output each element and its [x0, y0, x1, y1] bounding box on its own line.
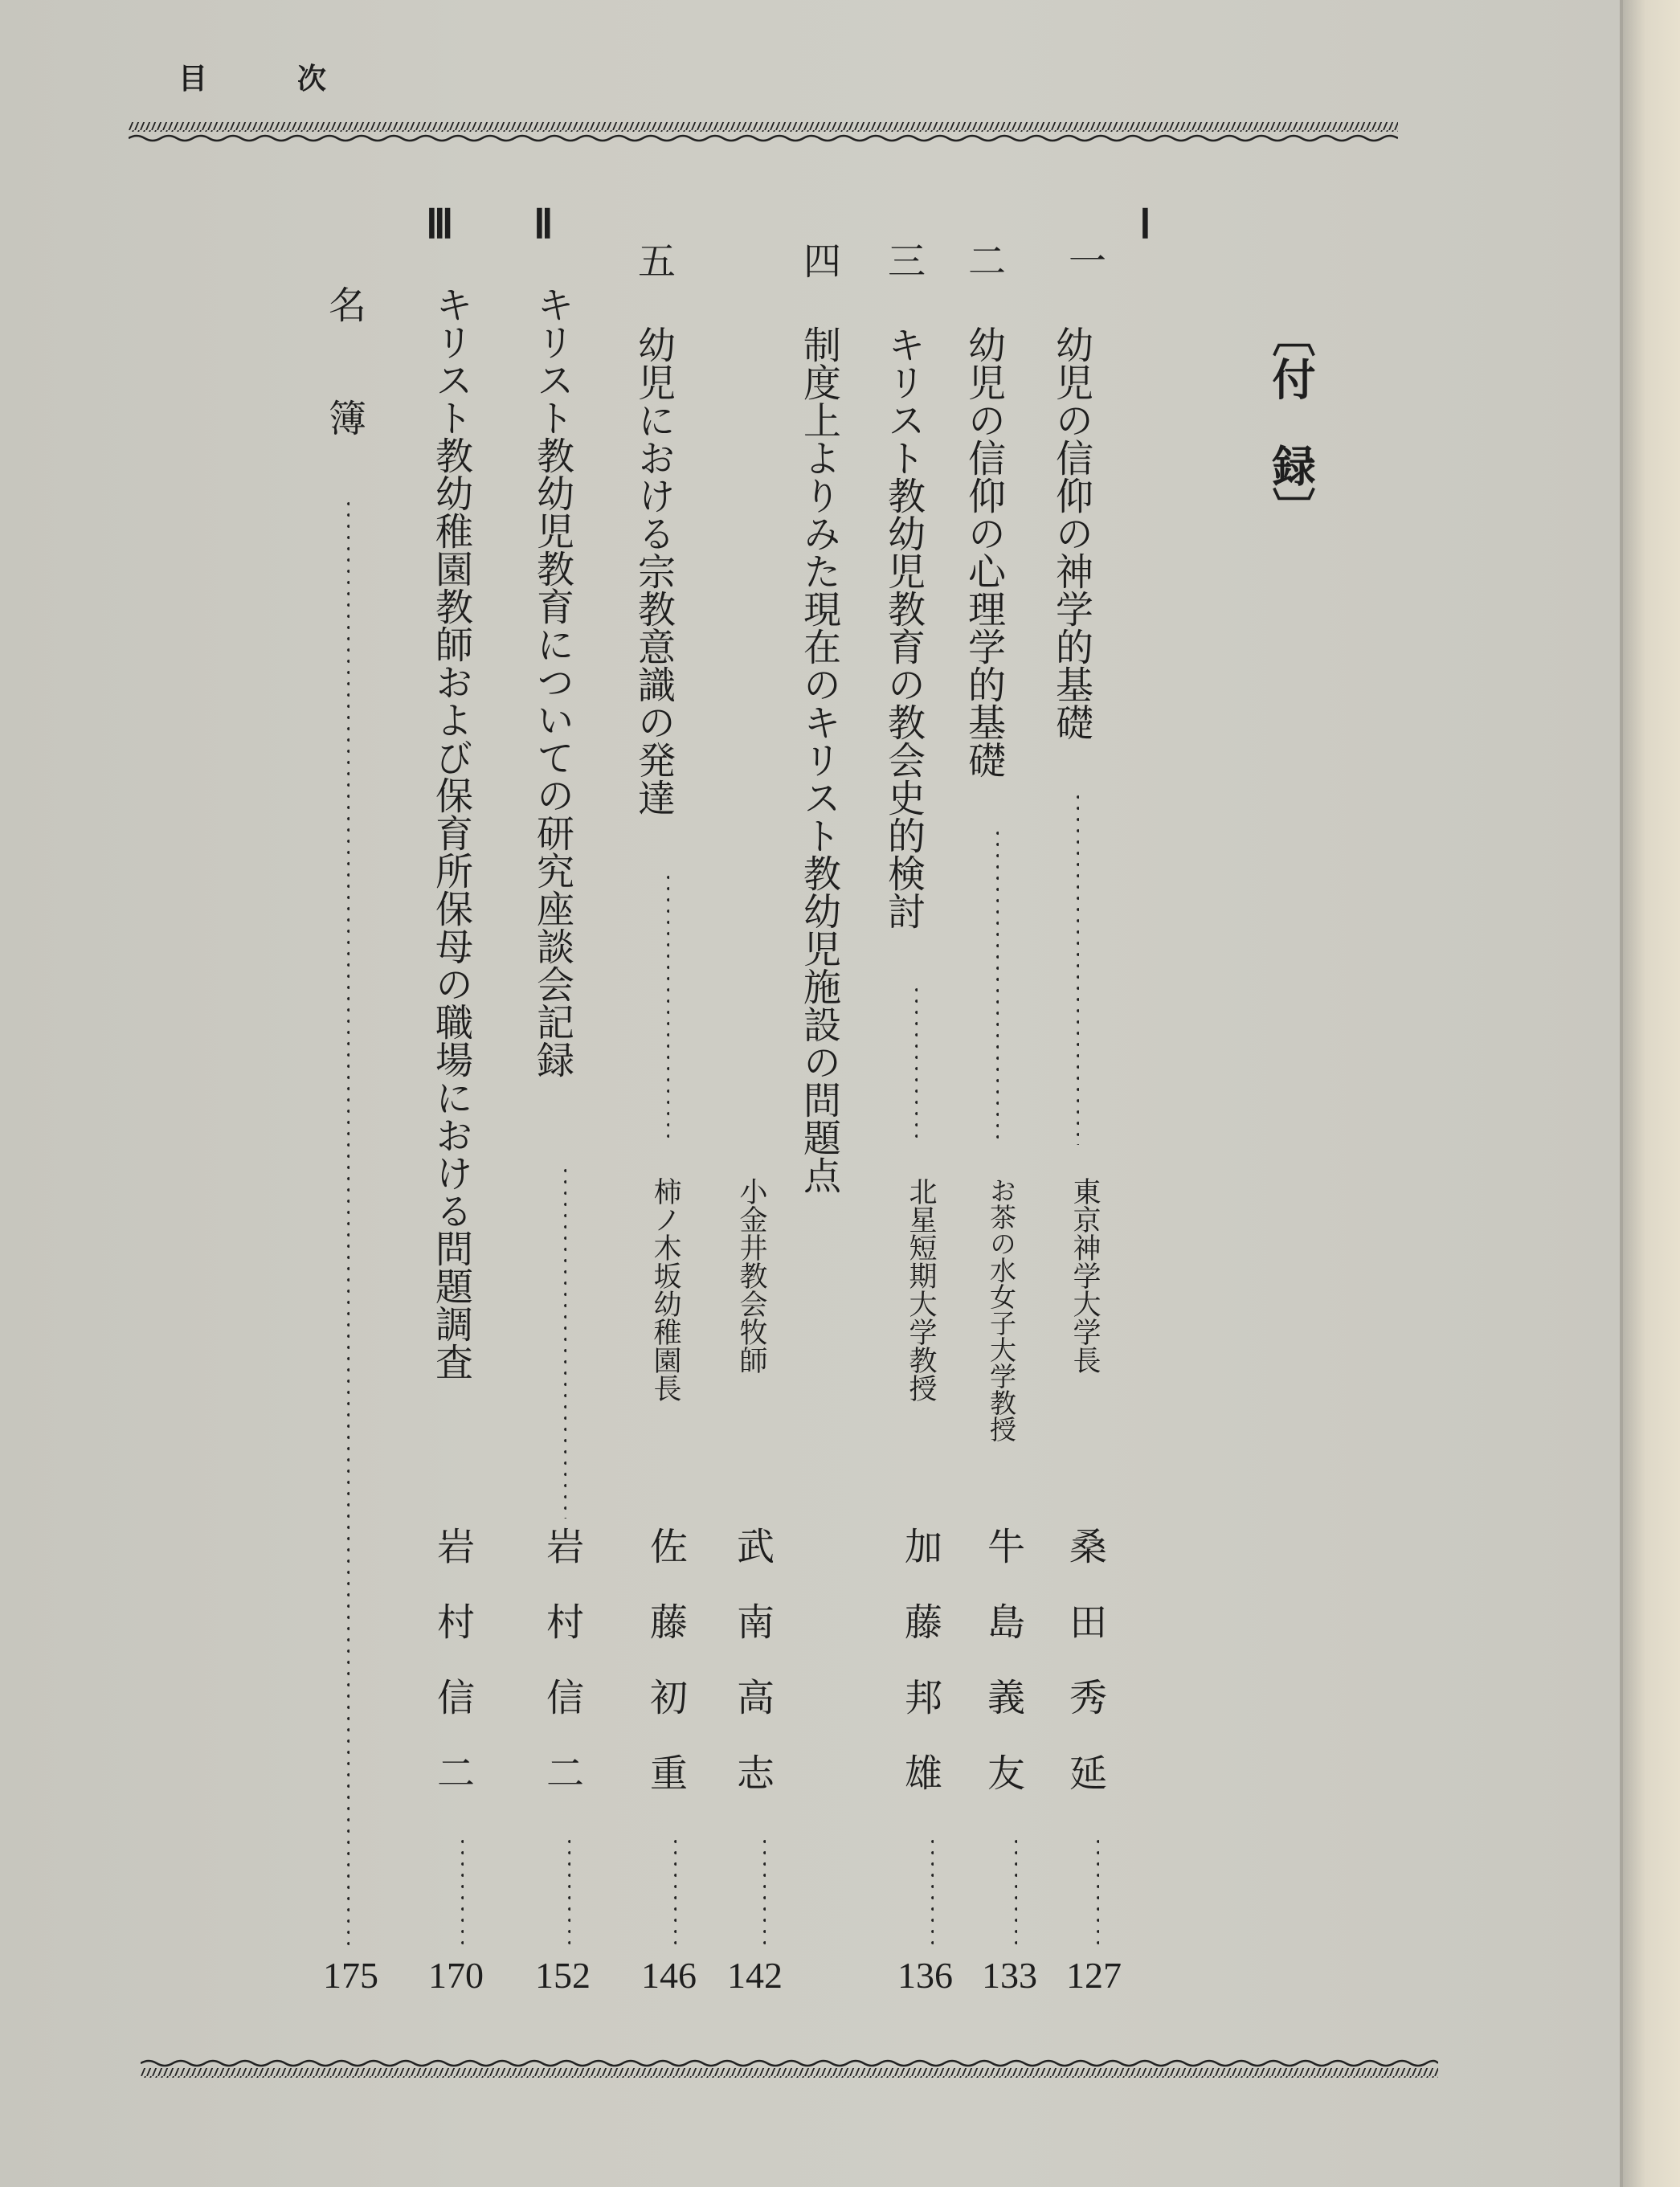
- entry-5-page: 146: [641, 1955, 697, 1996]
- part-3-author: 岩 村 信 二: [431, 1527, 475, 1791]
- entry-4-affiliation: 小金井教会牧師: [735, 1177, 767, 1374]
- entry-2-leader: [995, 828, 999, 1145]
- entry-3-author: 加 藤 邦 雄: [898, 1527, 942, 1791]
- bottom-decorative-rule: [141, 2057, 1438, 2081]
- appendix-heading: 〔付 録〕: [1265, 313, 1316, 530]
- part-2-leader: [563, 1165, 566, 1519]
- roster-title: 名 簿: [322, 285, 366, 436]
- running-head-right: 次: [297, 63, 327, 96]
- part-2-page: 152: [535, 1955, 591, 1996]
- entry-1-page: 127: [1066, 1955, 1122, 1996]
- roster-leader: [346, 498, 349, 1948]
- entry-4-title: 制度上よりみた現在のキリスト教幼児施設の問題点: [797, 325, 841, 1194]
- roster-page: 175: [323, 1955, 378, 1996]
- entry-2-number: 二: [962, 241, 1006, 279]
- entry-3-affiliation: 北星短期大学教授: [905, 1177, 937, 1402]
- entry-1-leader: [1076, 791, 1079, 1145]
- entry-4-page: 142: [727, 1955, 783, 1996]
- entry-1-title: 幼児の信仰の神学的基礎: [1049, 325, 1093, 741]
- page-edge: [1623, 0, 1680, 2187]
- entry-1-author: 桑 田 秀 延: [1063, 1527, 1107, 1791]
- part-3-page: 170: [428, 1955, 484, 1996]
- part-2-author: 岩 村 信 二: [540, 1527, 584, 1791]
- entry-2-affiliation: お茶の水女子大学教授: [986, 1177, 1017, 1442]
- entry-5-affiliation: 柿ノ木坂幼稚園長: [649, 1177, 681, 1402]
- entry-1-number: 一: [1062, 241, 1106, 279]
- entry-3-leader: [914, 984, 918, 1145]
- part-2-title: キリスト教幼児教育についての研究座談会記録: [530, 285, 574, 1078]
- top-decorative-rule: [129, 121, 1398, 145]
- part-numeral-1: Ⅰ: [1139, 202, 1151, 247]
- entry-2-page: 133: [982, 1955, 1037, 1996]
- entry-5-leader: [666, 872, 669, 1145]
- entry-3-page: 136: [897, 1955, 953, 1996]
- entry-5-title: 幼児における宗教意識の発達: [632, 325, 676, 816]
- entry-5-author: 佐 藤 初 重: [644, 1527, 688, 1791]
- entry-1-page-leader: [1096, 1836, 1099, 1948]
- part-3-page-leader: [460, 1836, 464, 1948]
- entry-3-number: 三: [881, 241, 926, 279]
- entry-2-page-leader: [1014, 1836, 1017, 1948]
- entry-4-author: 武 南 高 志: [730, 1527, 775, 1791]
- entry-4-page-leader: [762, 1836, 766, 1948]
- entry-3-page-leader: [930, 1836, 934, 1948]
- entry-2-author: 牛 島 義 友: [981, 1527, 1025, 1791]
- part-3-title: キリスト教幼稚園教師および保育所保母の職場における問題調査: [429, 285, 473, 1380]
- entry-1-affiliation: 東京神学大学長: [1069, 1177, 1101, 1374]
- entry-5-number: 五: [632, 241, 676, 279]
- part-numeral-3: Ⅲ: [426, 202, 454, 247]
- entry-3-title: キリスト教幼児教育の教会史的検討: [881, 325, 926, 930]
- running-head-left: 目: [178, 63, 208, 96]
- entry-2-title: 幼児の信仰の心理学的基礎: [962, 325, 1006, 779]
- part-numeral-2: Ⅱ: [533, 202, 554, 247]
- entry-4-number: 四: [797, 241, 841, 279]
- part-2-page-leader: [567, 1836, 570, 1948]
- entry-5-page-leader: [673, 1836, 676, 1948]
